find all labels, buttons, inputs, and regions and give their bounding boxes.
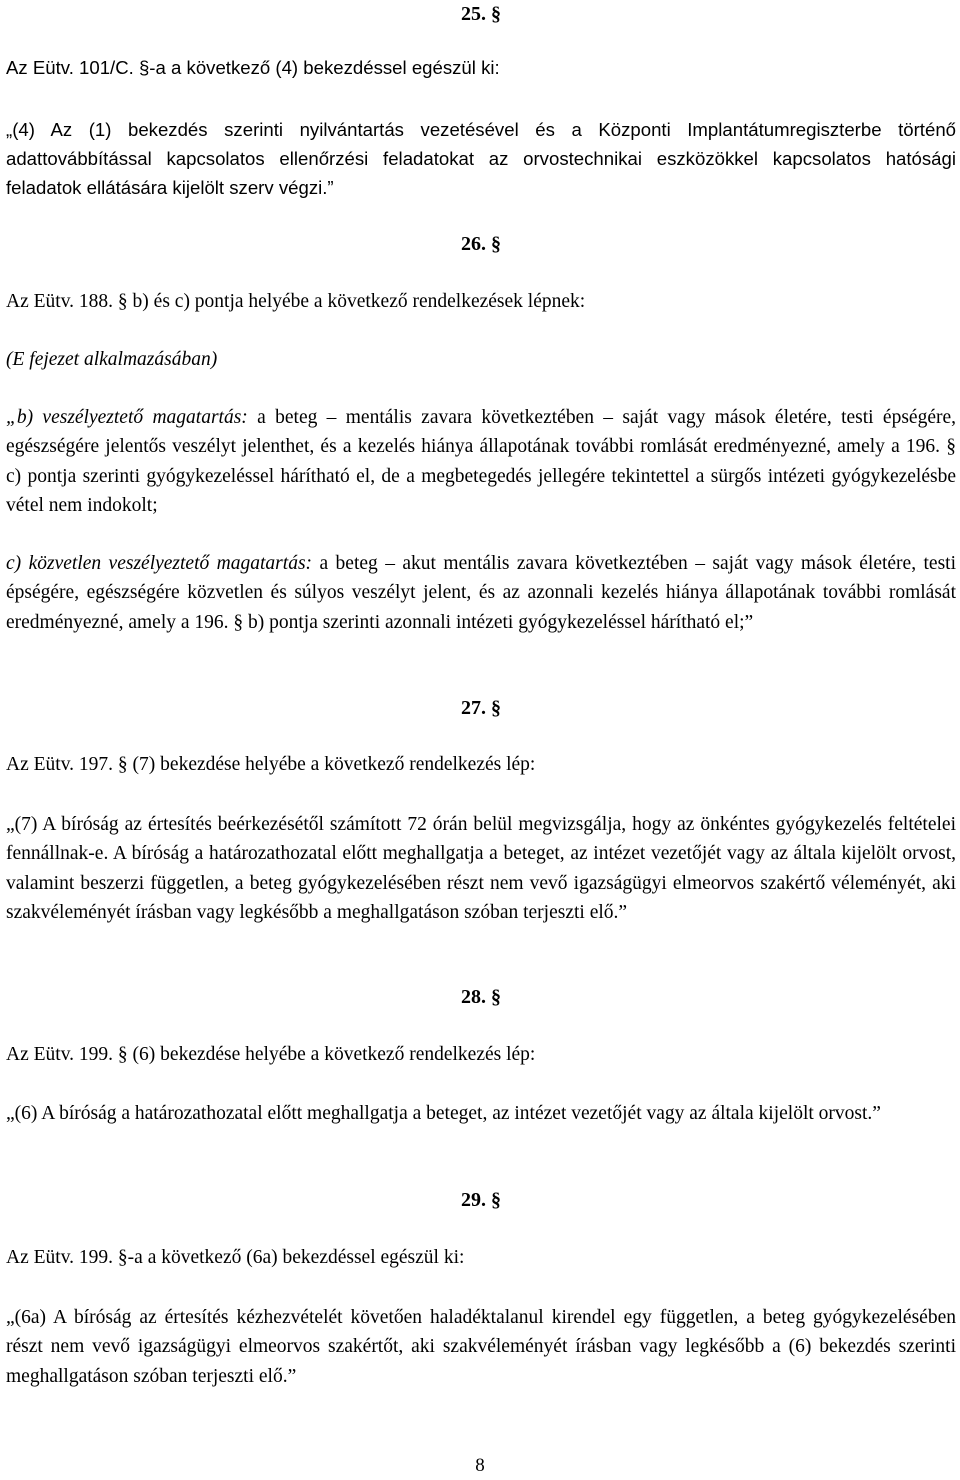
page-number: 8: [475, 1455, 485, 1476]
section-heading: 25. §: [461, 3, 501, 25]
section-heading: 28. §: [461, 986, 501, 1008]
section-intro: Az Eütv. 199. §-a a következő (6a) bekezdéssel egészül ki:: [6, 1247, 465, 1268]
point-c-text: a beteg – akut mentális zavara következtében – saját vagy mások életére, testi épségére, egészségére közvetlen és súlyos veszélyt jelent, és az azonnali kezelés hiánya állapotának további romlását eredményezné, amely a 196. § b) pontja szerinti azonnali intézeti gyógykezeléssel hárítható el;”: [6, 553, 957, 633]
section-text: „(6) A bíróság a határozathozatal előtt meghallgatja a beteget, az intézet vezetőjét vagy az általa kijelölt orvost.”: [6, 1103, 881, 1124]
section-intro: Az Eütv. 101/C. §-a a következő (4) bekezdéssel egészül ki:: [6, 57, 500, 78]
point-c: [6, 549, 956, 637]
point-b-label: „b) veszélyeztető magatartás:: [6, 407, 248, 428]
context-italic: (E fejezet alkalmazásában): [6, 349, 218, 370]
point-b-text: a beteg – mentális zavara következtében – saját vagy mások életére, testi épségére, egészségére jelentős veszélyt jelenthet, és a kezelés hiánya állapotának további romlását eredményezné, amely a 196. § c) pontja szerinti gyógykezeléssel hárítható el, de a megbetegedés jellegére tekintettel a sürgős intézeti gyógykezelésbe vétel nem indokolt;: [6, 407, 956, 516]
section-context: [6, 348, 217, 372]
section-heading: 26. §: [461, 233, 501, 255]
point-b: [6, 403, 956, 520]
section-heading: 29. §: [461, 1189, 501, 1211]
section-text: „(7) A bíróság az értesítés beérkezésétől számított 72 órán belül megvizsgálja, hogy az önkéntes gyógykezelés feltételei fennállnak-e. A bíróság a határozathozatal előtt meghallgatja a beteget, az intézet vezetőjét vagy az általa kijelölt orvost, valamint beszerzi független, a beteg gyógykezelésében részt nem vevő igazságügyi elmeorvos szakértő véleményét, aki szakvéleményét írásban vagy legkésőbb a meghallgatáson szóban terjeszti elő.”: [6, 814, 956, 923]
section-text: „(6a) A bíróság az értesítés kézhezvételét követően haladéktalanul kirendel egy független, a beteg gyógykezelésében részt nem vevő igazságügyi elmeorvos szakértőt, aki szakvéleményét írásban vagy legkésőbb a (6) bekezdés szerinti meghallgatáson szóban terjeszti elő.”: [6, 1307, 956, 1387]
section-text: „(4) Az (1) bekezdés szerinti nyilvántartás vezetésével és a Központi Implantátumregiszterbe történő adattovábbítással kapcsolatos ellenőrzési feladatokat az orvostechnikai eszközökkel kapcsolatos hatósági feladatok ellátására kijelölt szerv végzi.”: [6, 119, 956, 198]
point-c-label: c) közvetlen veszélyeztető magatartás:: [6, 553, 313, 574]
section-intro: Az Eütv. 199. § (6) bekezdése helyébe a következő rendelkezés lép:: [6, 1044, 536, 1065]
section-intro: Az Eütv. 188. § b) és c) pontja helyébe a következő rendelkezések lépnek:: [6, 291, 586, 312]
section-intro: Az Eütv. 197. § (7) bekezdése helyébe a következő rendelkezés lép:: [6, 754, 536, 775]
section-heading: 27. §: [461, 697, 501, 719]
